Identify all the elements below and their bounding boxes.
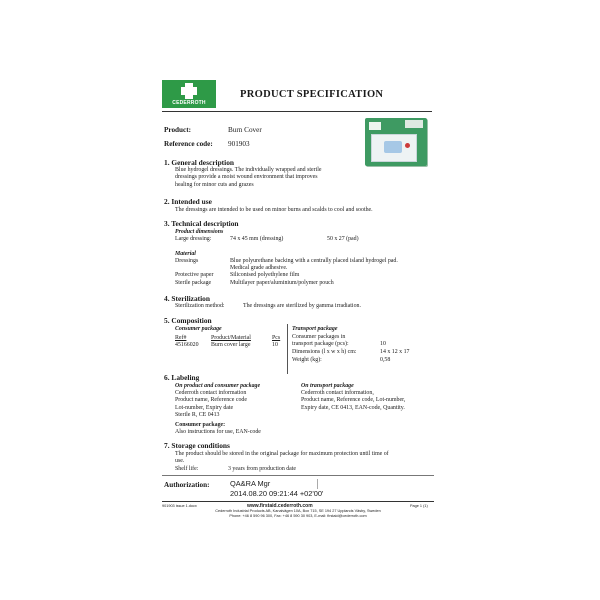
sterilization-value: The dressings are sterilized by gamma irradiation. <box>243 303 361 309</box>
footer-contact: Phone: +46 8 590 96 300, Fax: +46 8 590 30 903, E-mail: firstaid@cederroth.com <box>229 514 367 518</box>
signature-separator <box>317 479 318 489</box>
footer-page-number: Page 1 (1) <box>410 504 428 508</box>
logo-text: CEDERROTH <box>172 100 206 106</box>
transport-line: Dimensions (l x w x h) cm: <box>292 349 357 355</box>
consumer-package-title: Consumer package <box>175 326 222 332</box>
reference-code-value: 901903 <box>228 140 250 148</box>
cederroth-logo <box>162 80 216 108</box>
material-name: Sterile package <box>175 280 212 286</box>
consumer-package-line: Also instructions for use, EAN-code <box>175 429 261 435</box>
intended-use-text: The dressings are intended to be used on minor burns and scalds to cool and soothe. <box>175 207 373 213</box>
dimensions-pad: 50 x 27 (pad) <box>327 236 359 242</box>
section-labeling: 6. Labeling <box>164 373 200 382</box>
shelf-life-label: Shelf life: <box>175 466 199 472</box>
product-image <box>365 118 427 166</box>
footer-divider <box>162 501 434 502</box>
authorization-label: Authorization: <box>164 481 210 489</box>
material-name: Protective paper <box>175 272 214 278</box>
composition-divider <box>287 324 288 374</box>
footer-filename: 901903 issue 1.docx <box>162 504 197 508</box>
product-dimensions-title: Product dimensions <box>175 229 224 235</box>
general-description-text: Blue hydrogel dressings. The individually wrapped and sterile dressings provide a moist wound environment that improves healing for minor cuts and grazes <box>175 167 322 188</box>
column-ref: Ref# <box>175 335 187 341</box>
authorization-divider <box>162 475 434 476</box>
material-desc: Blue polyurethane backing with a centrally placed island hydrogel pad. <box>230 258 398 264</box>
transport-value: 0,58 <box>380 357 391 363</box>
shelf-life-value: 3 years from production date <box>228 466 297 472</box>
material-desc: Multilayer paper/aluminium/polymer pouch <box>230 280 334 286</box>
transport-package-title: Transport package <box>292 326 338 332</box>
transport-line: Consumer packages in <box>292 334 346 340</box>
material-name: Dressings <box>175 258 199 264</box>
material-desc: Siliconised polyethylene film <box>230 272 300 278</box>
section-sterilization: 4. Sterilization <box>164 294 210 303</box>
table-cell-product: Burn cover large <box>211 342 251 348</box>
table-cell-ref: 45166020 <box>175 342 199 348</box>
transport-value: 10 <box>380 341 386 347</box>
reference-code-label: Reference code: <box>164 140 213 148</box>
dimensions-label: Large dressing: <box>175 236 212 242</box>
transport-line: transport package (pcs): <box>292 341 349 347</box>
product-value: Burn Cover <box>228 126 262 134</box>
section-storage-conditions: 7. Storage conditions <box>164 441 230 450</box>
transport-line: Weight (kg): <box>292 357 322 363</box>
labeling-left-title: On product and consumer package <box>175 383 261 389</box>
footer-website: www.firstaid.cederroth.com <box>247 503 313 509</box>
column-product-material: Product/Material <box>211 335 251 341</box>
table-cell-pcs: 10 <box>272 342 278 348</box>
labeling-right-list: Cederroth contact information, Product name, Reference code, Lot-number, Expiry date, CE 0413, EAN-code, Quantity. <box>301 390 406 411</box>
page-title: PRODUCT SPECIFICATION <box>240 89 384 100</box>
column-pcs: Pcs <box>272 335 281 341</box>
storage-line: The product should be stored in the original package for maximum protection until time of <box>175 451 389 457</box>
footer-address: Cederroth Industrial Products AB, Kanalvägen 10A, Box 715, SE 194 27 Upplands Väsby, Sweden <box>215 509 381 513</box>
labeling-right-title: On transport package <box>301 383 354 389</box>
digital-signature: QA&RA Mgr 2014.08.20 09:21:44 +02'00' <box>230 479 324 498</box>
product-label: Product: <box>164 126 192 134</box>
section-general-description: 1. General description <box>164 158 234 167</box>
section-technical-description: 3. Technical description <box>164 219 239 228</box>
transport-value: 14 x 12 x 17 <box>380 349 410 355</box>
storage-line: use. <box>175 458 185 464</box>
material-desc: Medical grade adhesive. <box>230 265 288 271</box>
consumer-package-label: Consumer package: <box>175 422 226 428</box>
section-composition: 5. Composition <box>164 316 212 325</box>
section-intended-use: 2. Intended use <box>164 197 212 206</box>
material-title: Material <box>175 251 196 257</box>
labeling-left-list: Cederroth contact information Product name, Reference code Lot-number, Expiry date Sterile R, CE 0413 <box>175 390 247 419</box>
sterilization-label: Sterilization method: <box>175 303 225 309</box>
header-divider <box>162 111 432 112</box>
dimensions-dressing: 74 x 45 mm (dressing) <box>230 236 284 242</box>
